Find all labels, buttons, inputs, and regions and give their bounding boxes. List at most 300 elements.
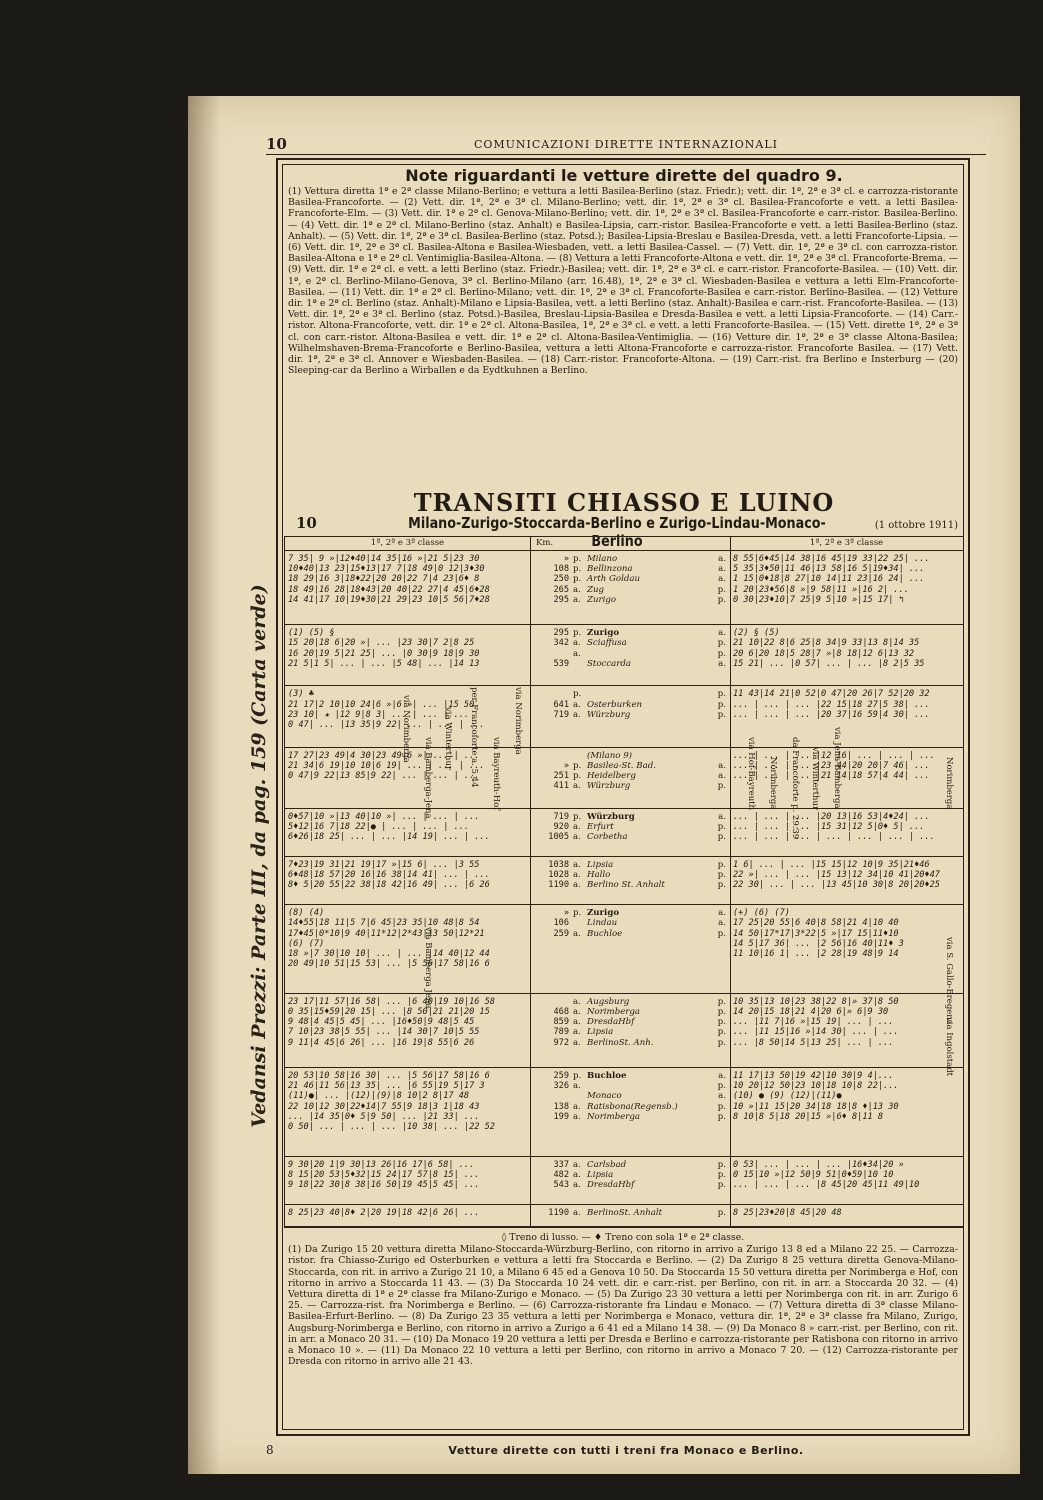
station-ap2: p. xyxy=(717,870,726,881)
station-km: 326 xyxy=(553,1081,569,1092)
right-row: (2) § (5) xyxy=(733,628,780,639)
station-ap2: p. xyxy=(717,1159,726,1170)
station-ap2: p. xyxy=(717,638,726,649)
station-ap: a. xyxy=(573,1111,581,1122)
station-ap2: a. xyxy=(718,918,726,929)
right-row: ... | ... | ... |12 16| ... | ... | ... xyxy=(733,750,935,761)
station-st: DresdaHbf xyxy=(587,1179,635,1190)
station-row xyxy=(530,761,730,771)
station-row xyxy=(530,918,730,928)
station-row xyxy=(530,710,730,720)
station-ap2: a. xyxy=(718,574,726,585)
left-block xyxy=(285,994,530,1068)
station-st: Zug xyxy=(587,584,605,595)
left-row: 18 »|7 30|10 10| ... | ... |14 40|12 44 xyxy=(288,949,490,960)
station-st: DresdaHbf xyxy=(587,1017,635,1028)
timetable-stations xyxy=(530,537,731,1227)
section-title: Milano-Zurigo-Stoccarda-Berlino e Zurigo-Lindau-Monaco-Berlino xyxy=(408,514,826,550)
left-block xyxy=(285,625,530,686)
station-ap2: p. xyxy=(717,1179,726,1190)
left-row: 16 20|19 5|21 25| ... |0 30|9 18|9 30 xyxy=(288,648,480,659)
station-km: 265 xyxy=(553,584,569,595)
station-ap: a. xyxy=(573,1027,581,1038)
station-ap: a. xyxy=(573,822,581,833)
station-ap: a. xyxy=(573,928,581,939)
right-row: 14 5|17 36| ... |2 56|16 40|11♦ 3 xyxy=(733,938,904,949)
left-block xyxy=(285,1157,530,1205)
station-ap2: p. xyxy=(717,1111,726,1122)
station-st xyxy=(587,1081,712,1091)
route-note: via Norimberga xyxy=(401,695,411,763)
station-block xyxy=(530,1205,730,1227)
station-row xyxy=(530,1027,730,1037)
right-row: ... | ... | ... |21 14|18 57|4 44| ... xyxy=(733,771,930,782)
station-row xyxy=(530,771,730,781)
station-ap xyxy=(573,918,587,928)
station-block xyxy=(530,551,730,625)
right-row: 22 30| ... | ... |13 45|10 30|8 20|20♦25 xyxy=(733,880,940,891)
station-st: Carlsbad xyxy=(587,1159,627,1170)
right-row: 20 6|20 18|5 28|7 »|8 18|12 6|13 32 xyxy=(733,648,915,659)
station-ap2: a. xyxy=(718,564,726,575)
right-row: ... | ... | ... | ... | ... | ... | ... xyxy=(733,832,935,843)
station-ap: p. xyxy=(573,771,582,782)
left-row: 20 53|10 58|16 30| ... |5 56|17 58|16 6 xyxy=(288,1071,490,1082)
left-row: 7 35| 9 »|12♦40|14 35|16 »|21 5|23 30 xyxy=(288,554,480,564)
station-km: 482 xyxy=(553,1169,569,1180)
station-ap2: p. xyxy=(717,709,726,720)
right-block xyxy=(730,748,963,809)
station-ap: p. xyxy=(573,811,582,822)
station-km: 543 xyxy=(553,1179,569,1190)
left-block xyxy=(285,905,530,994)
footer-banner: Vetture dirette con tutti i treni fra Monaco e Berlino. xyxy=(448,1443,804,1457)
left-row: 9 11|4 45|6 26| ... |16 19|8 55|6 26 xyxy=(288,1037,475,1048)
station-st: Sciaffusa xyxy=(587,638,627,649)
station-ap: a. xyxy=(573,1169,581,1180)
notes-text: (1) Vettura diretta 1ª e 2ª classe Milano-Berlino; e vettura a letti Basilea-Berlino (staz. Friedr.); vett. dir. 1ª, 2ª e 3ª cl. e carrozza-ristorante Basilea-Francoforte. — (2) Vett. dir. 1ª, 2ª e 3ª cl. Milano-Berlino; vett. dir. 1ª, 2ª e 3ª cl. Basilea-Francoforte e vett. a letti Basilea-Francoforte-Elm. — (3) Vett. dir. 1ª e 2ª cl. Genova-Milano-Berlino; vett. dir. 1ª, 2ª e 3ª cl. Basilea-Francoforte e carr.-ristor. Basilea-Berlino. — (4) Vett. dir. 1ª e 2ª cl. Milano-Berlino (staz. Anhalt) e Basilea-Lipsia, carr.-ristor. Basilea-Francoforte e vett. a letti Basilea-Berlino (staz. Anhalt). — (5) Vett. dir. 1ª, 2ª e 3ª cl. Basilea-Berlino (staz. Potsd.); Basilea-Lipsia-Breslau e Basilea-Dresda, vett. a letti Francoforte-Lipsia. — (6) Vett. dir. 1ª, 2ª e 3ª cl. Basilea-Altona e Basilea-Wiesbaden, vett. a letti Basilea-Cassel. — (7) Vett. dir. 1ª, 2ª e 3ª cl. con carrozza-ristor. Basilea-Altona e 1ª e 2ª cl. Ventimiglia-Basilea-Altona. — (8) Vettura a letti Francoforte-Altona e vett. dir. 1ª, 2ª e 3ª cl. Francoforte-Brema. — (9) Vett. dir. 1ª e 2ª cl. e vett. a letti Berlino (staz. Friedr.)-Basilea; vett. dir. 1ª, 2ª e 3ª cl. e carr.-ristor. Francoforte-Basilea. — (10) Vett. dir. 1ª, e 2ª cl. Berlino-Milano-Genova, 3ª cl. Berlino-Milano (arr. 16.48), 1ª, 2ª e 3ª cl. Wiesbaden-Basilea e vettura a letti Elm-Francoforte-Basilea. — (11) Vett. dir. 1ª e 2ª cl. Berlino-Milano; vett. dir. 1ª, 2ª e 3ª cl. Francoforte-Basilea e carr.-ristor. Berlino-Basilea. — (12) Vetture dir. 1ª e 2ª cl. Berlino (staz. Anhalt)-Milano e Lipsia-Basilea, vett. a letti Berlino (staz. Anhalt)-Basilea e carr.-rist. Francoforte-Basilea. — (13) Vett. dir. 1ª, 2ª e 3ª cl. Berlino (staz. Potsd.)-Basilea, Breslau-Lipsia-Basilea e Dresda-Basilea e vett. a letti Lipsia-Francoforte. — (14) Carr.-ristor. Altona-Francoforte, vett. dir. 1ª e 2ª cl. Altona-Basilea, 1ª, 2ª e 3ª cl. e vett. a letti Francoforte-Basilea. — (15) Vett. dirette 1ª, 2ª e 3ª cl. con carr.-ristor. Altona-Basilea e vett. dir. 1ª e 2ª cl. Altona-Basilea-Ventimiglia. — (16) Vetture dir. 1ª, 2ª e 3ª classe Altona-Basilea; Wilhelmshaven-Brema-Francoforte e Berlino-Basilea, vettura a letti Altona-Francoforte e carrozza-ristor. Francoforte Basilea. — (17) Vett. dir. 1ª, 2ª e 3ª cl. Annover e Wiesbaden-Basilea. — (18) Carr.-ristor. Francoforte-Altona. — (19) Carr.-rist. fra Berlino e Insterburg — (20) Sleeping-car da Berlino a Wirballen e da Eydtkuhnen a Berlino. xyxy=(288,186,958,377)
station-st: Würzburg xyxy=(587,781,631,792)
footnote-legend: ◊ Treno di lusso. — ♦ Treno con sola 1ª e 2ª classe. xyxy=(501,1232,745,1243)
station-row xyxy=(530,812,730,822)
right-row: 8 10|8 5|18 20|15 »|6♦ 8|11 8 xyxy=(733,1111,884,1122)
station-block xyxy=(530,905,730,994)
route-note: via Ingolstadt xyxy=(944,1017,954,1077)
route-note: via Hof-Bayreuth xyxy=(746,737,756,811)
station-ap2: a. xyxy=(718,1091,726,1102)
right-block xyxy=(730,994,963,1068)
station-st: Corbetha xyxy=(587,832,628,843)
right-block xyxy=(730,625,963,686)
station-ap2: p. xyxy=(717,781,726,792)
left-row: 23 10| ★ |12 9|8 3| ... | ... | ... xyxy=(288,709,470,720)
station-km: 106 xyxy=(553,918,569,929)
station-row xyxy=(530,880,730,890)
station-row xyxy=(530,659,730,669)
station-ap2: p. xyxy=(717,822,726,833)
left-row: 8 15|20 53|5♦32|15 24|17 57|8 15| ... xyxy=(288,1169,480,1180)
station-ap xyxy=(573,659,587,669)
right-row: ... | ... | ... |8 45|20 45|11 49|10 xyxy=(733,1179,920,1190)
station-ap: p. xyxy=(573,908,582,919)
station-ap2: p. xyxy=(717,1169,726,1180)
route-note: via Norimberga xyxy=(513,687,523,755)
right-row: ... | ... | ... |20 13|16 53|4♦24| ... xyxy=(733,811,930,822)
station-ap2 xyxy=(712,751,730,761)
right-row: 1 6| ... | ... |15 15|12 10|9 35|21♦46 xyxy=(733,860,930,871)
station-ap: p. xyxy=(573,628,582,639)
station-ap2: p. xyxy=(717,584,726,595)
right-row: (+) (6) (7) xyxy=(733,908,790,919)
station-st: Basilea-St. Bad. xyxy=(587,760,656,771)
right-row: 21 10|22 8|6 25|8 34|9 33|13 8|14 35 xyxy=(733,638,920,649)
left-row: 22 10|12 30|22♦14|7 55|9 18|3 1|18 43 xyxy=(288,1101,480,1112)
station-ap2: p. xyxy=(717,1006,726,1017)
station-km: 539 xyxy=(553,658,569,669)
station-ap xyxy=(573,751,587,761)
route-note: via Bamberga-Jena xyxy=(423,737,433,819)
right-row: 0 30|23♦10|7 25|9 5|10 »|15 17| ↰ xyxy=(733,594,904,605)
station-st xyxy=(587,649,712,659)
class-header-left: 1ª, 2ª e 3ª classe xyxy=(285,537,530,551)
footnotes xyxy=(288,1232,958,1428)
station-st: Lindau xyxy=(587,918,618,929)
left-row: 18 49|16 28|18♦43|20 40|22 27|4 45|6♦28 xyxy=(288,584,490,595)
station-ap2: p. xyxy=(717,699,726,710)
left-row: (6) (7) xyxy=(288,938,325,949)
station-km: 138 xyxy=(553,1101,569,1112)
station-km xyxy=(533,649,573,659)
right-row: 1 20|23♦56|8 »|9 58|11 »|16 2| ... xyxy=(733,584,909,595)
station-ap2: a. xyxy=(718,1071,726,1082)
left-row: 9 18|22 30|8 38|16 50|19 45|5 45| ... xyxy=(288,1179,480,1190)
station-ap: p. xyxy=(573,1071,582,1082)
station-ap: a. xyxy=(573,1101,581,1112)
station-ap: a. xyxy=(573,709,581,720)
right-row: ... |11 7|16 »|15 19| ... | ... xyxy=(733,1017,894,1028)
left-block xyxy=(285,551,530,625)
right-row: 0 15|10 »|12 50|9 51|0♦59|10 10 xyxy=(733,1169,894,1180)
running-head: COMUNICAZIONI DIRETTE INTERNAZIONALI xyxy=(473,137,779,151)
station-km: 920 xyxy=(553,822,569,833)
route-note: via S. Gallo-Bregenz xyxy=(944,937,954,1025)
station-km: 1190 xyxy=(548,880,569,891)
right-row: 11 43|14 21|0 52|0 47|20 26|7 52|20 32 xyxy=(733,689,930,700)
station-ap: a. xyxy=(573,781,581,792)
right-row: 17 25|20 55|6 40|8 58|21 4|10 40 xyxy=(733,918,899,929)
station-km: 719 xyxy=(553,811,569,822)
route-note: via Winterthur xyxy=(810,747,820,811)
station-st: BerlinoSt. Anhalt xyxy=(587,1207,663,1218)
station-km: 411 xyxy=(553,781,569,792)
station-row xyxy=(530,574,730,584)
station-st: Norimberga xyxy=(587,1111,641,1122)
station-ap: a. xyxy=(573,870,581,881)
station-ap: a. xyxy=(573,699,581,710)
timetable xyxy=(284,536,964,1228)
left-row: 0 50| ... | ... | ... |10 38| ... |22 52 xyxy=(288,1122,495,1133)
timetable-left-columns xyxy=(285,537,531,1227)
station-ap: a. xyxy=(573,648,581,659)
station-ap2: p. xyxy=(717,1207,726,1218)
station-st: Zurigo xyxy=(587,628,620,639)
route-note: via Bayreuth-Hof xyxy=(491,737,501,811)
left-row: 21 34|6 19|10 10|6 19| ... | ... | ... xyxy=(288,760,485,771)
station-st: Augsburg xyxy=(587,996,630,1007)
station-row xyxy=(530,908,730,918)
left-row: 0 47|9 22|13 85|9 22| ... | ... | ... xyxy=(288,771,480,782)
station-ap: a. xyxy=(573,996,581,1007)
route-note: via Bamberga Jena xyxy=(423,927,433,1009)
right-row: ... | ... | ... |15 31|12 5|0♦ 5| ... xyxy=(733,822,925,833)
station-row xyxy=(530,781,730,791)
route-note: Norimberga xyxy=(768,757,778,810)
side-note: Vedansi Prezzi: Parte III, da pag. 159 (Carta verde) xyxy=(248,584,270,1128)
station-ap2: p. xyxy=(717,928,726,939)
header-rule xyxy=(266,154,986,155)
station-ap: a. xyxy=(573,1159,581,1170)
right-row: 1 15|0♦18|8 27|10 14|11 23|16 24| ... xyxy=(733,574,925,585)
station-ap2: p. xyxy=(717,1017,726,1028)
station-ap: p. xyxy=(573,564,582,575)
station-ap2: p. xyxy=(717,1037,726,1048)
station-km: 251 xyxy=(553,771,569,782)
page-number: 10 xyxy=(266,135,287,153)
right-row: 14 50|17*17|3*22|5 »|17 15|11♦10 xyxy=(733,928,899,939)
station-km: » xyxy=(563,908,569,919)
right-block xyxy=(730,551,963,625)
station-ap: a. xyxy=(573,1006,581,1017)
station-row xyxy=(530,822,730,832)
station-st: Stoccarda xyxy=(587,658,631,669)
station-ap2: a. xyxy=(718,760,726,771)
station-st: Zurigo xyxy=(587,594,617,605)
station-row xyxy=(530,1208,730,1218)
left-row: 21 5|1 5| ... | ... |5 48| ... |14 13 xyxy=(288,658,480,669)
station-st: Heidelberg xyxy=(587,771,636,782)
station-st: Hallo xyxy=(587,870,611,881)
station-ap: p. xyxy=(573,554,582,564)
left-row: 21 17|2 10|10 24|6 »|6 »| ... |15 50 xyxy=(288,699,475,710)
left-block xyxy=(285,809,530,857)
class-header-right: 1ª, 2ª e 3ª classe xyxy=(730,537,963,551)
station-km: 972 xyxy=(553,1037,569,1048)
left-block xyxy=(285,1068,530,1157)
station-row xyxy=(530,1102,730,1112)
right-block xyxy=(730,1205,963,1227)
station-km: 199 xyxy=(553,1111,569,1122)
station-ap2: a. xyxy=(718,908,726,919)
right-row: ... |11 15|16 »|14 30| ... | ... xyxy=(733,1027,899,1038)
station-block xyxy=(530,857,730,905)
station-km: 1038 xyxy=(548,860,569,871)
station-ap2: a. xyxy=(718,658,726,669)
station-ap2: p. xyxy=(717,880,726,891)
left-row: 17 27|23 49|4 30|23 49|6 »| ... | ... xyxy=(288,750,480,761)
right-row: (10) ● (9) (12)|(11)● xyxy=(733,1091,842,1102)
right-row: 10 20|12 50|23 10|18 10|8 22|... xyxy=(733,1081,899,1092)
station-km: 719 xyxy=(553,709,569,720)
route-note: Norimberga xyxy=(944,757,954,810)
station-km xyxy=(533,751,573,761)
left-row: 6♦26|18 25| ... | ... |14 19| ... | ... xyxy=(288,832,490,843)
station-km: » xyxy=(563,760,569,771)
station-ap: a. xyxy=(573,1081,581,1092)
left-row: ... |14 35|0♦ 5|9 50| ... |21 33| ... xyxy=(288,1111,480,1122)
station-km: 250 xyxy=(553,574,569,585)
notes-title: Note riguardanti le vetture dirette del quadro 9. xyxy=(405,166,843,185)
station-km: 1190 xyxy=(548,1207,569,1218)
station-row xyxy=(530,564,730,574)
left-row: 14♦55|18 11|5 7|6 45|23 35|10 48|8 54 xyxy=(288,918,480,929)
station-row xyxy=(530,1112,730,1122)
right-row: 10 35|13 10|23 38|22 8|» 37|8 50 xyxy=(733,996,899,1007)
station-km: 1028 xyxy=(548,870,569,881)
right-row: 14 20|15 18|21 4|20 6|» 6|9 30 xyxy=(733,1006,889,1017)
section-number: 10 xyxy=(296,514,317,532)
station-row xyxy=(530,997,730,1007)
left-row: (1) (5) § xyxy=(288,628,335,639)
station-ap: p. xyxy=(573,574,582,585)
station-block xyxy=(530,748,730,809)
right-row: ... | ... | ... |22 15|18 27|5 38| ... xyxy=(733,699,930,710)
station-row xyxy=(530,554,730,564)
station-row xyxy=(530,628,730,638)
station-km: 641 xyxy=(553,699,569,710)
station-ap: a. xyxy=(573,832,581,843)
route-note: da Francoforte p. 29.39 xyxy=(790,737,800,840)
station-ap2: p. xyxy=(717,1027,726,1038)
station-km: 859 xyxy=(553,1017,569,1028)
station-st: Osterburken xyxy=(587,699,643,710)
station-km: 295 xyxy=(553,628,569,639)
page-shadow xyxy=(188,96,220,1474)
station-st xyxy=(587,689,712,699)
station-ap2: a. xyxy=(718,811,726,822)
station-row xyxy=(530,585,730,595)
station-st: Ratisbona(Regensb.) xyxy=(587,1101,678,1112)
station-km: 342 xyxy=(553,638,569,649)
document-page xyxy=(188,96,1020,1474)
right-row: 11 10|16 1| ... |2 28|19 48|9 14 xyxy=(733,949,899,960)
left-row: 8♦ 5|20 55|22 38|18 42|16 49| ... |6 26 xyxy=(288,880,490,891)
left-row: 7 10|23 38|5 55| ... |14 30|7 10|5 55 xyxy=(288,1027,480,1038)
station-st: Berlino St. Anhalt xyxy=(587,880,665,891)
footnote-text: (1) Da Zurigo 15 20 vettura diretta Milano-Stoccarda-Würzburg-Berlino, con ritorno in arrivo a Zurigo 13 8 ed a Milano 22 25. — Carrozza-ristor. fra Chiasso-Zurigo ed Osterburken e vettura a letti fra Stoccarda e Berlino. — (2) Da Zurigo 8 25 vettura diretta Genova-Milano-Stoccarda, con rit. in arrivo a Zurigo 21 10, a Milano 6 45 ed a Genova 10 50. Da Stoccarda 15 50 vettura diretta per Norimberga e Hof, con ritorno in arrivo a Stoccarda 11 43. — (3) Da Stoccarda 10 24 vett. dir. e carr.-rist. per Berlino, con rit. in arr. a Stoccarda 20 32. — (4) Vettura diretta di 1ª e 2ª classe fra Milano-Zurigo e Monaco. — (5) Da Zurigo 23 30 vettura a letti per Norimberga con rit. in arr. Zurigo 6 25. — Carrozza-rist. fra Norimberga e Berlino. — (6) Carrozza-ristorante fra Lindau e Monaco. — (7) Vettura diretta di 3ª classe Milano-Basilea-Erfurt-Berlino. — (8) Da Zurigo 23 35 vettura a letti per Norimberga e Monaco, vettura dir. 1ª, 2ª e 3ª classe fra Milano, Zurigo, Augsburg-Norimberga e Berlino, con ritorno in arrivo a Zurigo a 6 41 ed a Milano 14 38. — (9) Da Monaco 8 » carr.-rist. per Berlino, con rit. in arr. a Monaco 20 31. — (10) Da Monaco 19 20 vettura a letti per Dresda e Berlino e carrozza-ristorante per Ratisbona con ritorno in arrivo a Monaco 10 ». — (11) Da Monaco 22 10 vettura a letti per Berlino, con ritorno in arrivo a Monaco 7 20. — (12) Carrozza-ristorante per Dresda con ritorno in arrivo alle 21 43. xyxy=(288,1244,958,1368)
station-row xyxy=(530,700,730,710)
station-st: Buchloe xyxy=(587,928,623,939)
station-ap xyxy=(573,1091,587,1101)
left-row: 6♦48|18 57|20 16|16 38|14 41| ... | ... xyxy=(288,870,490,881)
right-row: 15 21| ... |0 57| ... | ... |8 2|5 35 xyxy=(733,658,925,669)
station-ap2: p. xyxy=(717,648,726,659)
left-row: 0 35|15♦59|20 15| ... |8 50|21 21|20 15 xyxy=(288,1006,490,1017)
station-row xyxy=(530,1071,730,1081)
station-st: Lipsia xyxy=(587,1169,614,1180)
station-km: 108 xyxy=(553,564,569,575)
right-block xyxy=(730,1157,963,1205)
station-ap: a. xyxy=(573,860,581,871)
right-row: 10 »|11 15|20 34|18 18|8 ♦|13 30 xyxy=(733,1101,899,1112)
section-heading: TRANSITI CHIASSO E LUINO xyxy=(413,488,835,517)
route-note: per Francoforte a. 5.44 xyxy=(469,687,479,788)
right-row: 22 »| ... | ... |15 13|12 34|10 41|20♦47 xyxy=(733,870,940,881)
station-row xyxy=(530,1091,730,1101)
station-st: Würzburg xyxy=(587,811,635,822)
station-row xyxy=(530,929,730,939)
station-row xyxy=(530,1180,730,1190)
left-row: (3) ♣ xyxy=(288,689,314,700)
station-row xyxy=(530,1017,730,1027)
right-row: ... |8 50|14 5|13 25| ... | ... xyxy=(733,1037,894,1048)
timetable-right-columns xyxy=(730,537,963,1227)
left-row: (8) (4) xyxy=(288,908,325,919)
station-st: Lipsia xyxy=(587,860,614,871)
station-block xyxy=(530,994,730,1068)
station-ap2: p. xyxy=(717,996,726,1007)
station-ap: a. xyxy=(573,1017,581,1028)
left-row: 18 29|16 3|18♦22|20 20|22 7|4 23|6♦ 8 xyxy=(288,574,480,585)
right-row: ... | ... | ... |23 44|20 20|7 46| ... xyxy=(733,760,930,771)
station-km xyxy=(533,689,573,699)
station-row xyxy=(530,1038,730,1048)
station-st: Monaco xyxy=(587,1091,622,1102)
station-st: Arth Goldau xyxy=(587,574,640,585)
station-st: Norimberga xyxy=(587,1006,641,1017)
station-st: Zurigo xyxy=(587,908,620,919)
station-block xyxy=(530,686,730,747)
station-km: 468 xyxy=(553,1006,569,1017)
station-km xyxy=(533,997,573,1007)
station-km: 259 xyxy=(553,1071,569,1082)
station-row xyxy=(530,860,730,870)
station-row xyxy=(530,649,730,659)
left-row: 14 41|17 10|19♦30|21 29|23 10|5 56|7♦28 xyxy=(288,594,490,605)
station-ap: p. xyxy=(573,760,582,771)
right-row: 11 17|13 50|19 42|10 30|9 4|... xyxy=(733,1071,894,1082)
km-header: Km. xyxy=(530,537,730,551)
station-ap: p. xyxy=(573,689,582,700)
station-ap2: p. xyxy=(717,594,726,605)
station-st: Bellinzona xyxy=(587,564,633,575)
station-ap2: p. xyxy=(717,860,726,871)
left-block xyxy=(285,1205,530,1227)
right-row: 5 35|3♦50|11 46|13 58|16 5|19♦34| ... xyxy=(733,564,925,575)
station-ap2: p. xyxy=(717,1081,726,1092)
station-km xyxy=(533,1091,573,1101)
route-note: via Jena-Bamberga xyxy=(832,727,842,809)
station-row xyxy=(530,751,730,761)
left-row: 9 48|4 45|5 45| ... |16♦50|9 48|5 45 xyxy=(288,1017,475,1028)
page-header xyxy=(266,134,986,154)
station-row xyxy=(530,1081,730,1091)
station-ap: a. xyxy=(573,584,581,595)
page-footer xyxy=(266,1440,986,1460)
station-ap2: p. xyxy=(717,1101,726,1112)
right-block xyxy=(730,809,963,857)
station-ap2: p. xyxy=(717,689,726,700)
left-row: 23 17|11 57|16 58| ... |6 40|19 10|16 58 xyxy=(288,996,495,1007)
station-block xyxy=(530,1157,730,1205)
route-note: via Winterthur xyxy=(443,707,453,771)
station-st: BerlinoSt. Anh. xyxy=(587,1037,654,1048)
left-row: 20 49|10 51|15 53| ... |5 56|17 58|16 6 xyxy=(288,959,490,970)
left-row: 9 30|20 1|9 30|13 26|16 17|6 58| ... xyxy=(288,1159,475,1170)
station-row xyxy=(530,832,730,842)
station-km: » xyxy=(563,554,569,564)
footer-page-number: 8 xyxy=(266,1443,274,1457)
left-row: 7♦23|19 31|21 19|17 »|15 6| ... |3 55 xyxy=(288,860,480,871)
